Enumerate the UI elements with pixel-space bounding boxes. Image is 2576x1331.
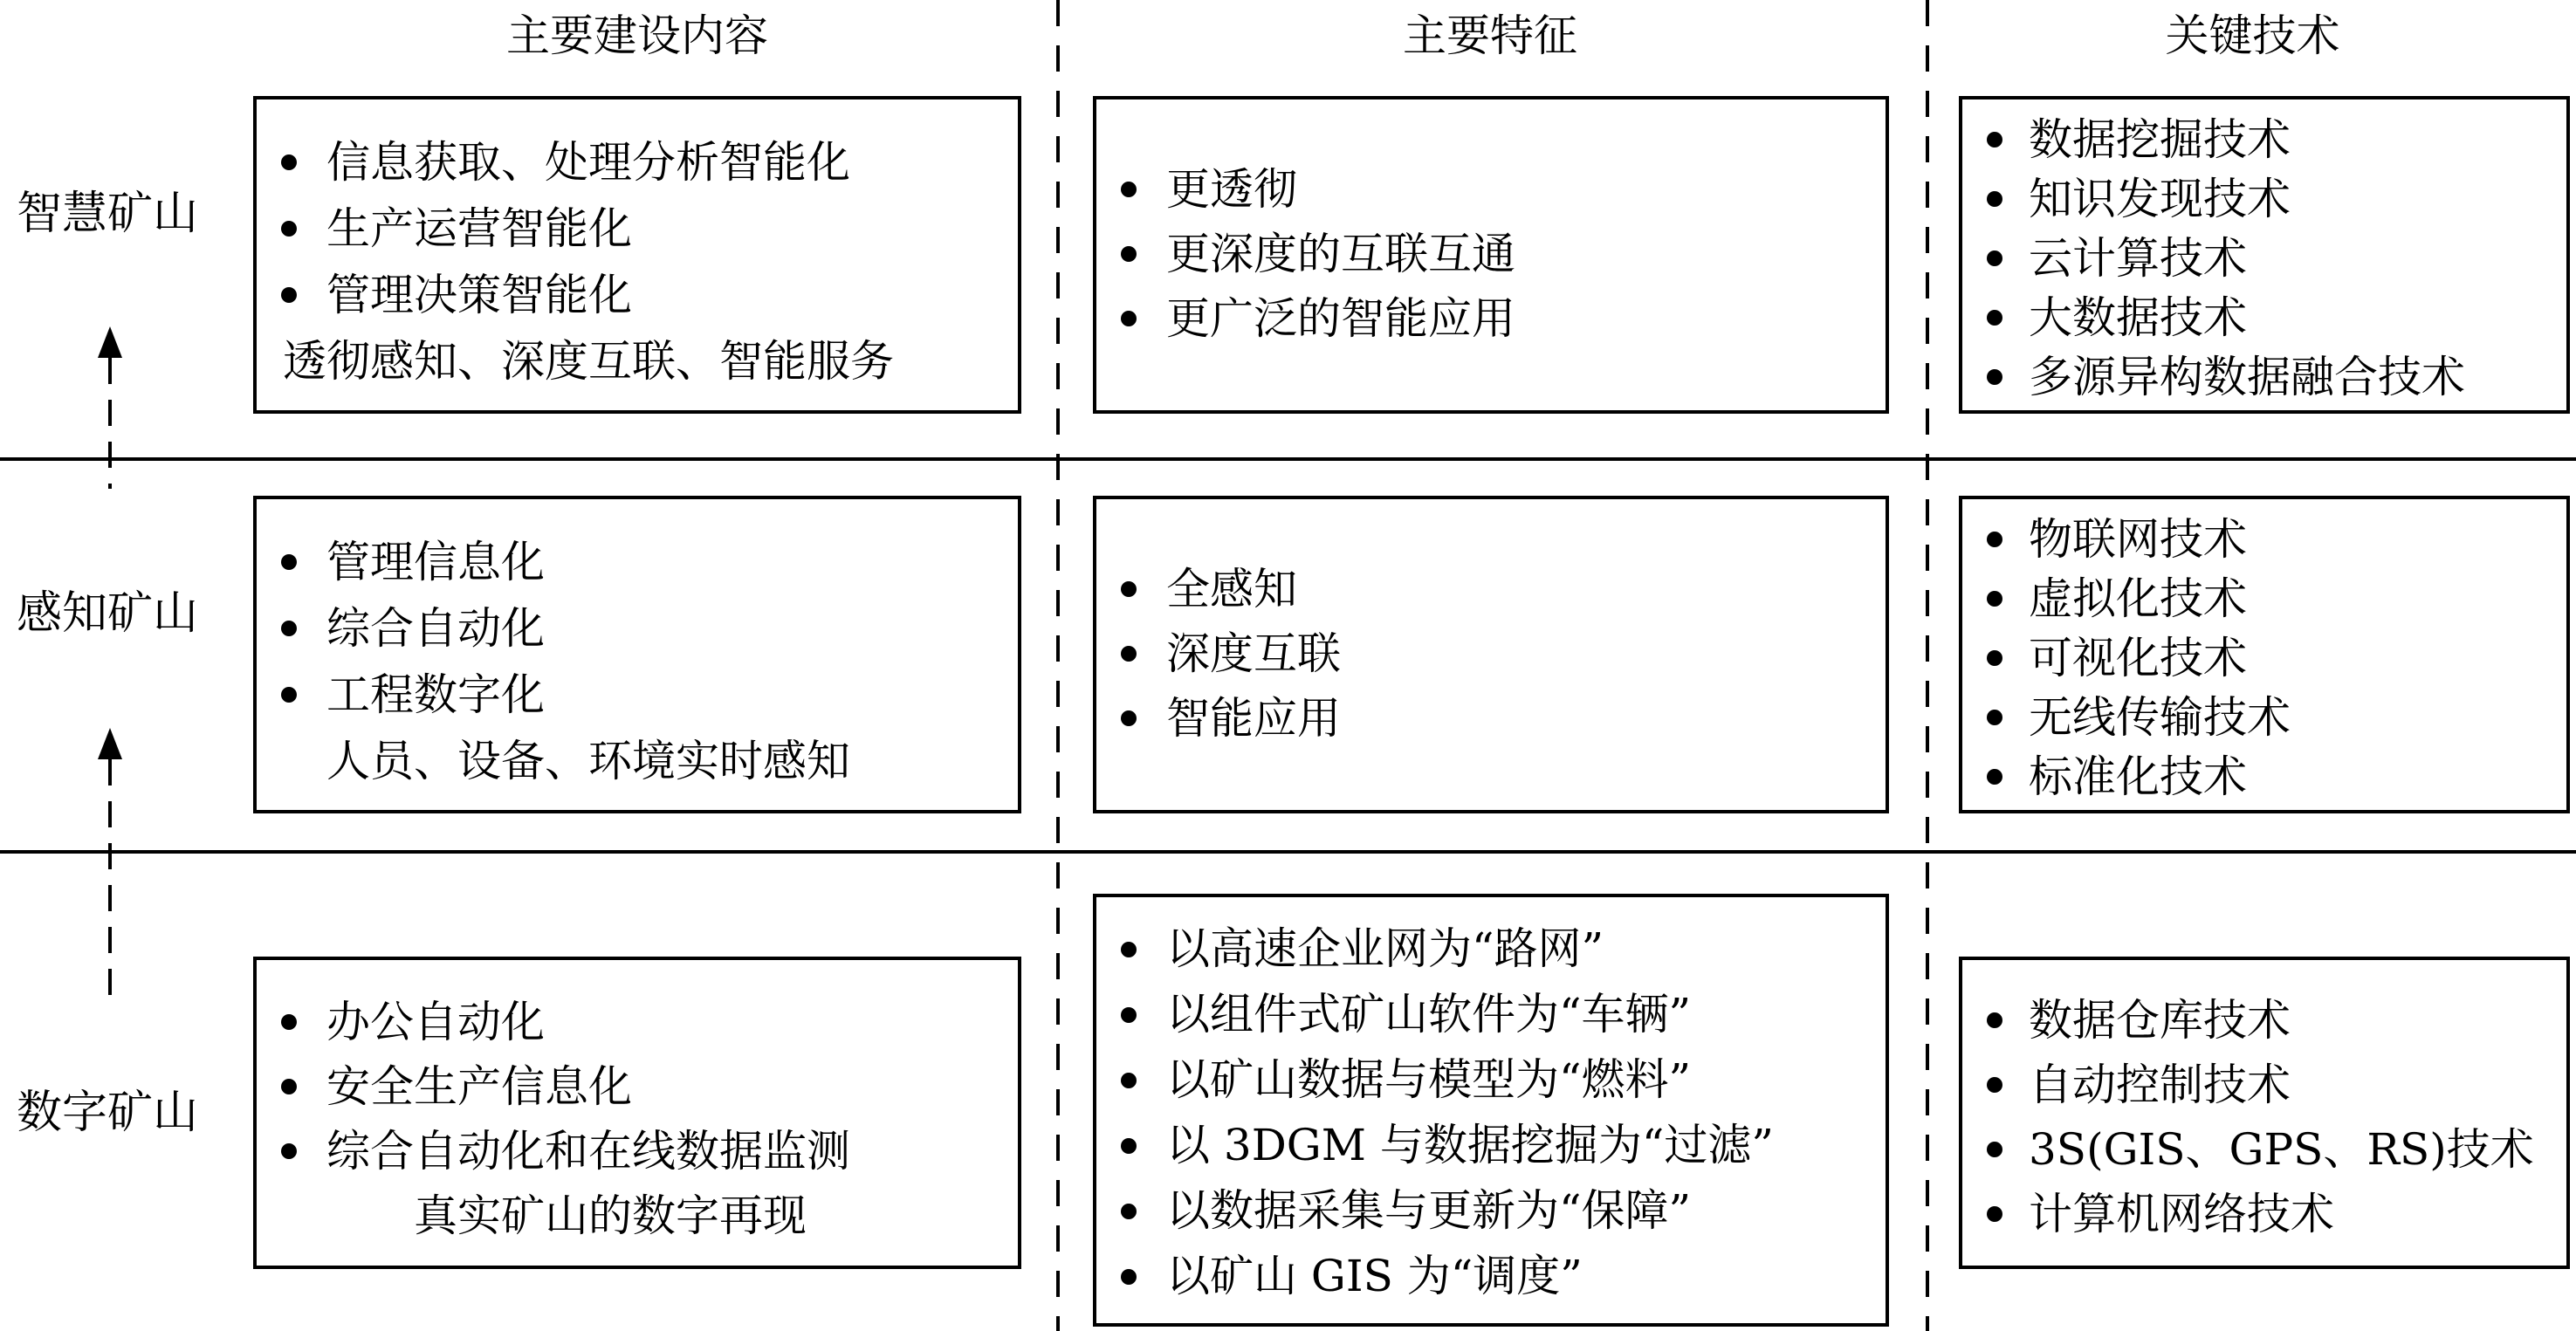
list-item: 多源异构数据融合技术 [1962,347,2566,407]
bullet-icon [1987,250,2002,266]
bullet-icon [1121,581,1137,597]
list-item: 以数据采集与更新为“保障” [1096,1178,1886,1244]
bullet-icon [1121,942,1137,957]
header-main-construction: 主要建设内容 [506,10,768,61]
row-separator-top [0,457,2576,461]
smart-content-note: 透彻感知、深度互联、智能服务 [283,336,894,387]
row-separator-bottom [0,850,2576,854]
list-item: 以矿山数据与模型为“燃料” [1096,1047,1886,1113]
list-item: 计算机网络技术 [1962,1182,2566,1246]
list-item: 生产运营智能化 [257,196,1018,262]
list-item: 办公自动化 [257,990,1018,1054]
list-item: 深度互联 [1096,621,1886,686]
list-item: 以矿山 GIS 为“调度” [1096,1244,1886,1309]
header-main-features: 主要特征 [1403,10,1577,61]
bullet-icon [281,554,297,570]
list-item: 信息获取、处理分析智能化 [257,129,1018,196]
bullet-icon [281,687,297,703]
bullet-icon [1121,1204,1137,1219]
progression-arrow-upper-shaft [108,358,112,489]
digital-features-box [1093,894,1889,1327]
bullet-icon [1987,1077,2002,1093]
smart-tech-box [1959,96,2570,414]
list-item: 可视化技术 [1962,628,2566,688]
bullet-icon [1121,311,1137,326]
list-item: 标准化技术 [1962,747,2566,806]
list-item: 更广泛的智能应用 [1096,286,1886,351]
bullet-icon [281,1014,297,1030]
list-item: 更深度的互联互通 [1096,222,1886,286]
list-item: 管理信息化 [257,529,1018,595]
bullet-icon [281,154,297,170]
bullet-icon [1121,182,1137,197]
list-item: 智能应用 [1096,686,1886,751]
digital-tech-box [1959,957,2570,1269]
list-item: 综合自动化和在线数据监测 [257,1119,1018,1183]
list-item: 工程数字化 [257,662,1018,728]
bullet-icon [1121,1073,1137,1088]
header-key-tech: 关键技术 [2165,10,2340,61]
bullet-icon [1987,1142,2002,1157]
bullet-icon [1987,369,2002,385]
bullet-icon [1987,591,2002,607]
list-item: 全感知 [1096,557,1886,621]
bullet-icon [281,221,297,237]
list-item: 以 3DGM 与数据挖掘为“过滤” [1096,1113,1886,1178]
list-item: 虚拟化技术 [1962,569,2566,628]
list-item: 物联网技术 [1962,510,2566,569]
bullet-icon [1121,710,1137,726]
list-item: 以组件式矿山软件为“车辆” [1096,982,1886,1047]
bullet-icon [1121,1138,1137,1154]
bullet-icon [1987,769,2002,785]
bullet-icon [1121,1007,1137,1023]
list-item: 以高速企业网为“路网” [1096,916,1886,982]
smart-features-box [1093,96,1889,414]
perception-tech-box [1959,496,2570,813]
bullet-icon [1121,646,1137,662]
bullet-icon [1987,650,2002,666]
stage-label-smart-mine: 智慧矿山 [16,188,198,240]
bullet-icon [1987,191,2002,207]
digital-content-note: 真实矿山的数字再现 [414,1190,807,1241]
bullet-icon [1987,1206,2002,1222]
list-item: 管理决策智能化 [257,262,1018,328]
digital-content-box [253,957,1021,1269]
list-item: 数据挖掘技术 [1962,110,2566,169]
bullet-icon [1987,1012,2002,1028]
bullet-icon [1987,132,2002,148]
list-item: 3S(GIS、GPS、RS)技术 [1962,1117,2566,1182]
bullet-icon [281,621,297,636]
bullet-icon [281,1079,297,1094]
progression-arrow-upper-head [98,326,122,358]
perception-features-box [1093,496,1889,813]
stage-label-digital-mine: 数字矿山 [16,1087,198,1139]
bullet-icon [281,287,297,303]
stage-label-perception-mine: 感知矿山 [16,587,198,640]
bullet-icon [1987,710,2002,725]
list-item: 无线传输技术 [1962,688,2566,747]
list-item: 综合自动化 [257,595,1018,662]
perception-content-note: 人员、设备、环境实时感知 [326,736,850,786]
list-item: 大数据技术 [1962,288,2566,347]
bullet-icon [281,1143,297,1159]
list-item: 数据仓库技术 [1962,988,2566,1053]
bullet-icon [1121,1269,1137,1285]
column-divider-right [1926,0,1929,1331]
list-item: 知识发现技术 [1962,169,2566,229]
perception-content-box [253,496,1021,813]
list-item: 自动控制技术 [1962,1053,2566,1117]
bullet-icon [1121,246,1137,262]
bullet-icon [1987,532,2002,547]
progression-arrow-lower-shaft [108,759,112,995]
progression-arrow-lower-head [98,728,122,759]
bullet-icon [1987,310,2002,326]
smart-content-box [253,96,1021,414]
list-item: 安全生产信息化 [257,1054,1018,1119]
list-item: 更透彻 [1096,157,1886,222]
column-divider-left [1056,0,1060,1331]
list-item: 云计算技术 [1962,229,2566,288]
